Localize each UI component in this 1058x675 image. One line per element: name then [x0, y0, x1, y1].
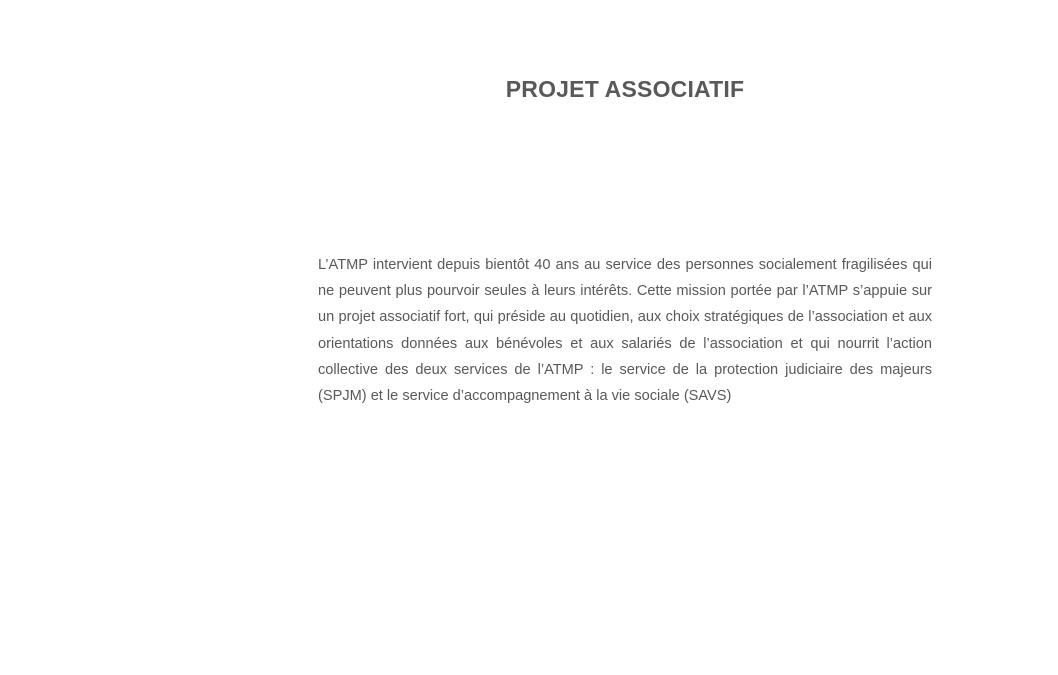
page-title: PROJET ASSOCIATIF	[505, 76, 745, 102]
intro-paragraph: L’ATMP intervient depuis bientôt 40 ans au service des personnes socialement fragilisées qui ne peuvent plus pourvoir seules à leurs intérêts. Cette mission portée par l’ATMP s’appuie sur un projet associatif fort, qui préside au quotidien, aux choix stratégiques de l’association et aux orientations données aux bénévoles et aux salariés de l’association et qui nourrit l’action collective des deux services de l’ATMP : le service de la protection judiciaire des majeurs (SPJM) et le service d’accompagnement à la vie sociale (SAVS)	[318, 257, 932, 405]
